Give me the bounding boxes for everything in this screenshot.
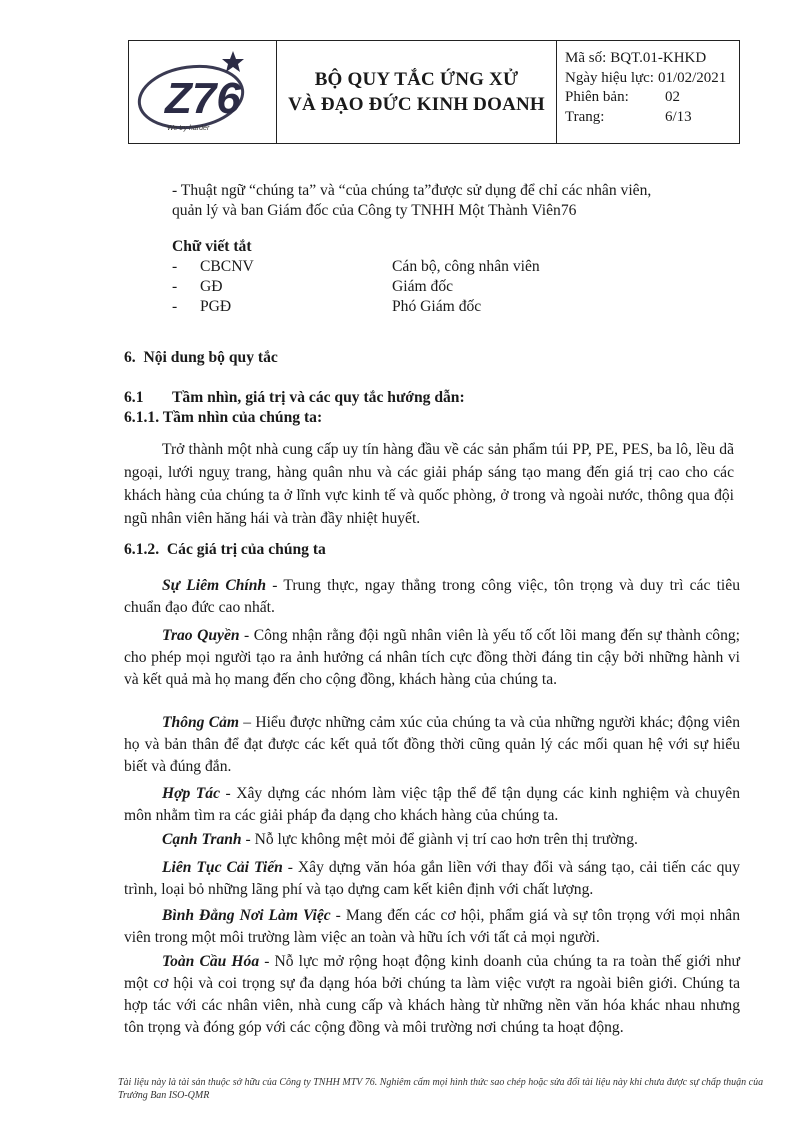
meta-date: [565, 69, 739, 89]
title-line-2: VÀ ĐẠO ĐỨC KINH DOANH: [288, 94, 545, 115]
abbreviation-bullet: -: [172, 278, 178, 295]
abbreviation-meaning: Phó Giám đốc: [392, 298, 482, 315]
section-6-1-1-heading: 6.1.1. Tầm nhìn của chúng ta:: [124, 409, 323, 426]
value-paragraph: [124, 905, 740, 949]
title-line-1: BỘ QUY TẮC ỨNG XỬ: [314, 69, 519, 90]
abbreviation-term: GĐ: [200, 278, 223, 295]
value-paragraph: [124, 857, 740, 901]
document-title: [277, 41, 557, 143]
value-term: Liên Tục Cải Tiến: [162, 859, 283, 876]
abbreviation-bullet: -: [172, 258, 178, 275]
abbreviation-meaning: Giám đốc: [392, 278, 454, 295]
value-text: - Mang đến các cơ hội, phẩm giá và sự tôn trọng với mọi nhân viên trong một môi trường làm việc an toàn và hữu ích với tất cả mọi người.: [124, 907, 740, 946]
document-header: [128, 40, 740, 144]
abbreviation-row: [172, 257, 177, 277]
value-paragraph: [124, 712, 740, 778]
value-term: Bình Đẳng Nơi Làm Việc: [162, 907, 331, 924]
section-6-1-number: 6.1: [124, 389, 144, 406]
value-text: - Xây dựng văn hóa gắn liền với thay đổi và sáng tạo, cải tiến các quy trình, loại bỏ những lãng phí và tạo dựng cam kết kiên định với chất lượng.: [124, 859, 741, 898]
value-text: - Nỗ lực không mệt mỏi để giành vị trí cao hơn trên thị trường.: [241, 831, 638, 848]
abbreviation-row: [172, 297, 177, 317]
document-meta: [557, 41, 739, 143]
value-paragraph: [124, 625, 740, 691]
abbreviation-bullet: -: [172, 298, 178, 315]
value-term: Cạnh Tranh: [162, 831, 242, 848]
meta-code-label: Mã số:: [565, 50, 607, 66]
logo-tagline: We try harder: [167, 125, 210, 132]
logo-cell: [129, 41, 277, 143]
value-term: Toàn Cầu Hóa: [162, 953, 260, 970]
value-term: Thông Cảm: [162, 714, 240, 731]
page-footer-note: Tài liệu này là tài sản thuộc sở hữu của Công ty TNHH MTV 76. Nghiêm cấm mọi hình thức sao chép hoặc sửa đổi tài liệu này khi chưa được sự chấp thuận của Trưởng Ban ISO-QMR: [118, 1077, 764, 1101]
meta-code-value: BQT.01-KHKD: [610, 50, 707, 66]
value-paragraph: [124, 575, 740, 619]
abbreviation-term: CBCNV: [200, 258, 254, 275]
value-term: Sự Liêm Chính: [162, 577, 267, 594]
meta-date-value: 01/02/2021: [657, 69, 727, 86]
meta-code: [565, 49, 739, 69]
section-6-1-title: Tầm nhìn, giá trị và các quy tắc hướng dẫn:: [172, 389, 465, 406]
meta-date-label: Ngày hiệu lực:: [565, 69, 654, 86]
value-text: – Hiểu được những cảm xúc của chúng ta và của những người khác; động viên họ và bản thân để đạt được các kết quả tốt đồng thời cũng quản lý các mối quan hệ với sự hiểu biết và đúng đắn.: [124, 714, 740, 775]
meta-version: [565, 88, 739, 108]
value-text: - Xây dựng các nhóm làm việc tập thể để tận dụng các kinh nghiệm và chuyên môn nhằm tìm ra các giải pháp đa dạng cho khách hàng của chúng ta.: [124, 785, 740, 824]
terms-line-1: - Thuật ngữ “chúng ta” và “của chúng ta”được sử dụng để chỉ các nhân viên,: [172, 182, 652, 199]
logo-text: Z76: [165, 74, 241, 123]
value-paragraph: [124, 783, 740, 827]
meta-version-value: 02: [665, 89, 680, 105]
vision-paragraph: Trở thành một nhà cung cấp uy tín hàng đầu về các sản phẩm túi PP, PE, PES, ba lô, lều dã ngoại, lưới nguỵ trang, hàng quân nhu và các giải pháp sáng tạo mang đến giá trị cao cho các khách hàng của chúng ta ở lĩnh vực kinh tế và quốc phòng, ở trong và ngoài nước, thông qua đội ngũ nhân viên hăng hái và tràn đầy nhiệt huyết.: [124, 441, 734, 527]
value-term: Trao Quyền: [162, 627, 240, 644]
abbreviation-term: PGĐ: [200, 298, 232, 315]
abbreviation-meaning: Cán bộ, công nhân viên: [392, 258, 540, 275]
value-paragraph: [124, 829, 740, 851]
section-6-1-2-heading: 6.1.2. Các giá trị của chúng ta: [124, 541, 326, 558]
meta-page: [565, 108, 739, 128]
terms-line-2: quản lý và ban Giám đốc của Công ty TNHH Một Thành Viên76: [172, 202, 577, 219]
value-text: - Trung thực, ngay thẳng trong công việc, tôn trọng và duy trì các tiêu chuẩn đạo đức cao nhất.: [124, 577, 740, 616]
value-text: - Nỗ lực mở rộng hoạt động kinh doanh của chúng ta ra toàn thế giới như một cơ hội và coi trọng sự đa dạng hóa bởi chúng ta làm việc vượt ra ngoài biên giới. Chúng ta hợp tác với các nhân viên, nhà cung cấp và khách hàng từ những nền văn hóa khác nhau nhưng tôn trọng và đóng góp với các cộng đồng và môi trường nơi chúng ta hoạt động.: [124, 953, 741, 1036]
meta-page-value: 6/13: [665, 108, 692, 125]
value-text: - Công nhận rằng đội ngũ nhân viên là yếu tố cốt lõi mang đến sự thành công; cho phép mọi người tạo ra ảnh hưởng cá nhân tích cực đồng thời đáng tin cậy bởi những hành vi và kết quả mà họ mang đến cho cộng đồng, khách hàng của chúng ta.: [124, 627, 740, 688]
value-paragraph: [124, 951, 740, 1039]
abbreviations-heading: Chữ viết tắt: [172, 238, 252, 255]
meta-page-label: Trang:: [565, 108, 605, 125]
value-term: Hợp Tác: [162, 785, 221, 802]
abbreviation-row: [172, 277, 177, 297]
meta-version-label: Phiên bản:: [565, 89, 629, 105]
section-6-heading: 6. Nội dung bộ quy tắc: [124, 349, 278, 366]
